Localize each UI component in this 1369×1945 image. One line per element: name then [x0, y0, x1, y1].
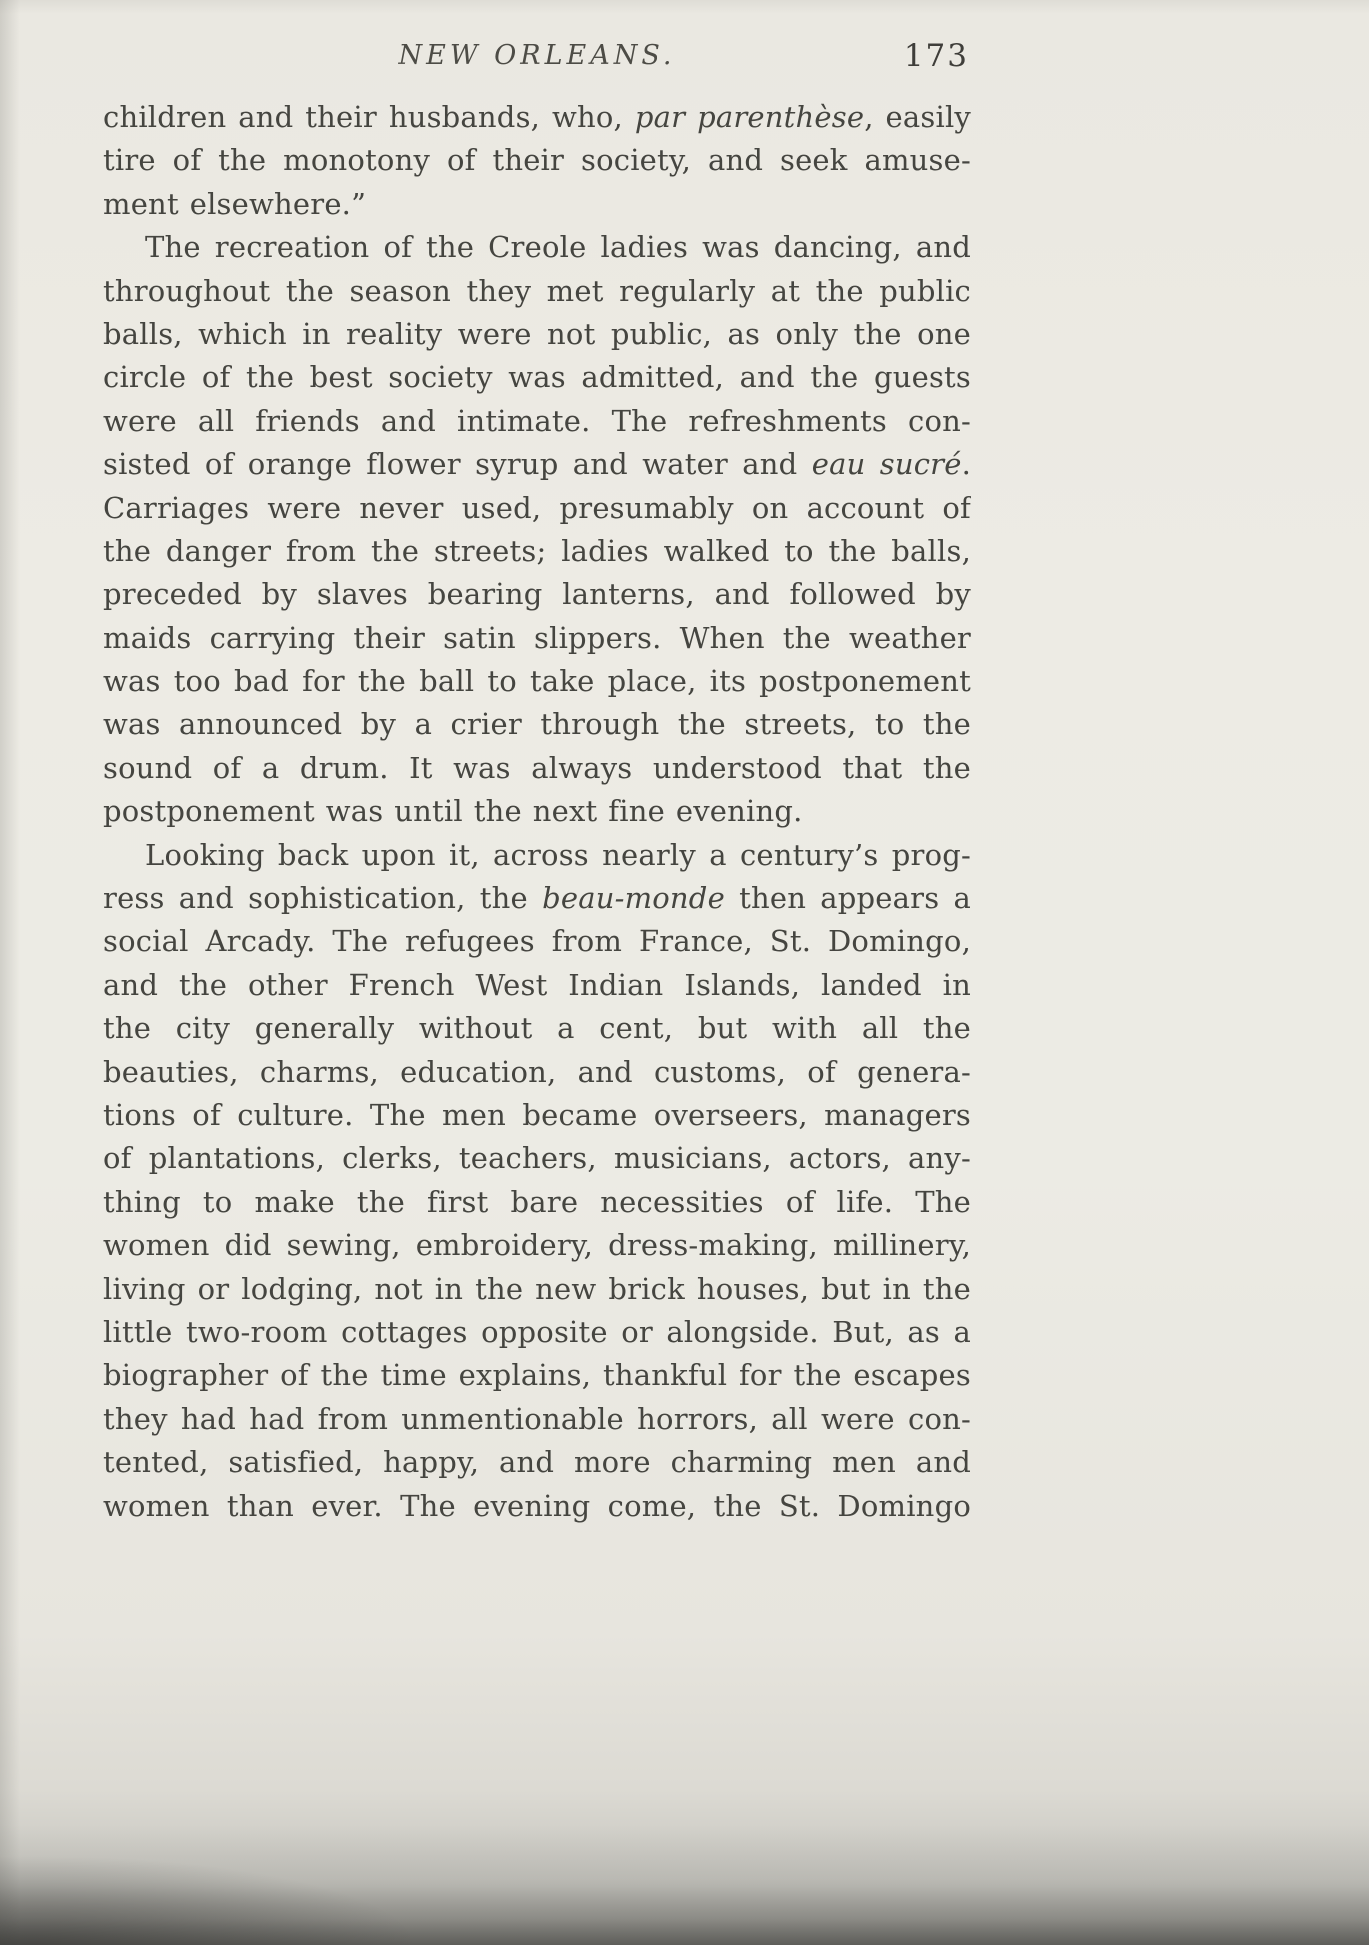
running-head — [103, 40, 971, 86]
paragraph — [103, 96, 971, 226]
text-line: tented, satisfied, happy, and more charming men and — [103, 1445, 971, 1480]
text-line: sisted of orange flower syrup and water and eau sucré. — [103, 447, 971, 482]
text-line: living or lodging, not in the new brick houses, but in the — [103, 1271, 971, 1306]
scan-edge-top-shadow — [0, 0, 1369, 14]
paragraph — [103, 226, 971, 833]
text-line: the city generally without a cent, but with all the — [103, 1011, 971, 1046]
scan-edge-left-shadow — [0, 0, 20, 1945]
text-line: was announced by a crier through the streets, to the — [103, 707, 971, 742]
text-line: ment elsewhere.” — [103, 186, 367, 221]
text-line: balls, which in reality were not public, as only the one — [103, 316, 971, 351]
text-line: postponement was until the next fine evening. — [103, 794, 803, 829]
text-line: The recreation of the Creole ladies was dancing, and — [145, 230, 971, 265]
text-line: women than ever. The evening come, the St. Domingo — [103, 1488, 971, 1523]
text-line: sound of a drum. It was always understood that the — [103, 750, 971, 785]
text-line: little two-room cottages opposite or alongside. But, as a — [103, 1314, 971, 1349]
scan-edge-bottom-shadow — [0, 1825, 1369, 1945]
text-line: children and their husbands, who, par parenthèse, easily — [103, 100, 971, 134]
text-line: throughout the season they met regularly at the public — [103, 273, 971, 308]
text-line: beauties, charms, education, and customs, of genera- — [103, 1054, 971, 1089]
text-line: circle of the best society was admitted, and the guests — [103, 360, 971, 395]
text-line: and the other French West Indian Islands, landed in — [103, 967, 971, 1002]
text-line: they had had from unmentionable horrors, all were con- — [103, 1401, 971, 1436]
text-line: maids carrying their satin slippers. When the weather — [103, 620, 971, 655]
paragraph — [103, 834, 971, 1528]
text-line: tire of the monotony of their society, and seek amuse- — [103, 143, 971, 178]
text-line: social Arcady. The refugees from France, St. Domingo, — [103, 924, 971, 959]
text-line: preceded by slaves bearing lanterns, and followed by — [103, 577, 971, 612]
text-line: tions of culture. The men became overseers, managers — [103, 1097, 971, 1132]
page-number: 173 — [903, 38, 969, 74]
text-line: biographer of the time explains, thankful for the escapes — [103, 1358, 971, 1393]
text-line: of plantations, clerks, teachers, musicians, actors, any- — [103, 1141, 971, 1176]
text-line: Carriages were never used, presumably on account of — [103, 490, 971, 525]
text-line: Looking back upon it, across nearly a century’s prog- — [145, 837, 971, 872]
text-line: were all friends and intimate. The refreshments con- — [103, 403, 971, 438]
text-line: thing to make the first bare necessities of life. The — [103, 1184, 971, 1219]
text-line: women did sewing, embroidery, dress-making, millinery, — [103, 1228, 971, 1263]
text-line: was too bad for the ball to take place, its postponement — [103, 664, 971, 699]
text-block — [103, 96, 971, 1528]
text-line: the danger from the streets; ladies walked to the balls, — [103, 533, 971, 568]
text-line: ress and sophistication, the beau-monde then appears a — [103, 881, 971, 916]
scan-corner-shadow — [0, 1855, 420, 1945]
running-head-title: NEW ORLEANS. — [398, 40, 676, 71]
